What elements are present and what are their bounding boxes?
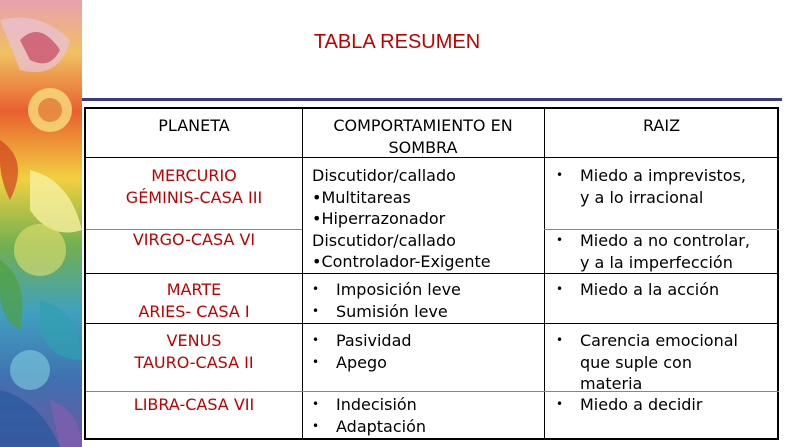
root-line: Miedo a imprevistos, [580,166,747,185]
header-comportamiento [302,115,544,158]
bullet: • [312,397,320,411]
bullet: • [312,282,320,296]
bullet: • [312,303,320,318]
behavior-line: Discutidor/callado [312,230,456,250]
header-comportamiento-line: COMPORTAMIENTO EN [333,116,513,135]
planet-mercurio [86,165,302,208]
header-planeta: PLANETA [158,116,230,135]
planet-name: MARTE [166,280,222,299]
planet-sign-libra: LIBRA-CASA VII [133,395,255,414]
root-line: materia [580,374,643,393]
sub-divider [302,391,544,392]
planet-sign-virgo: VIRGO-CASA VI [132,230,256,249]
behavior-line: Sumisión leve [336,301,448,321]
root-line: Miedo a decidir [580,395,703,414]
root-line: Miedo a la acción [580,280,720,299]
root-line: y a la imperfección [580,252,733,272]
behavior-line: Apego [336,352,387,372]
root-line: que suple con [580,352,692,372]
slide-title: TABLA RESUMEN [313,31,481,53]
bullet: • [556,397,564,411]
bullet: • [556,333,564,347]
behavior-line: Indecisión [336,395,417,414]
planet-sign: ARIES- CASA I [138,301,250,321]
root-line: Carencia emocional [580,331,738,350]
row-divider [86,273,777,274]
row-divider [86,323,777,324]
planet-name: VENUS [166,331,222,350]
bullet: • [556,233,564,247]
planet-name: MERCURIO [151,166,237,185]
behavior-mercurio [312,165,491,273]
behavior-line: •Multitareas [312,187,411,207]
behavior-line: Pasividad [336,331,412,350]
sub-divider [86,391,302,392]
bullet: • [312,333,320,347]
header-comportamiento-line: SOMBRA [388,137,458,157]
behavior-line: •Controlador-Exigente [312,252,491,271]
header-raiz: RAIZ [642,116,681,135]
behavior-line: Discutidor/callado [312,166,456,185]
bullet: • [312,418,320,433]
summary-table [84,107,779,440]
planet-sign: TAURO-CASA II [134,352,254,372]
planet-sign: GÉMINIS-CASA III [125,187,263,207]
planet-marte [86,279,302,322]
behavior-line: Adaptación [336,416,427,436]
behavior-line: •Hiperrazonador [312,209,446,228]
decorative-painting [0,0,82,447]
root-line: y a lo irracional [580,187,704,207]
bullet: • [556,168,564,182]
root-line: Miedo a no controlar, [580,231,750,250]
title-rule [82,98,782,101]
behavior-line: Imposición leve [336,280,461,299]
bullet: • [556,282,564,296]
planet-venus [86,330,302,373]
bullet: • [312,354,320,369]
